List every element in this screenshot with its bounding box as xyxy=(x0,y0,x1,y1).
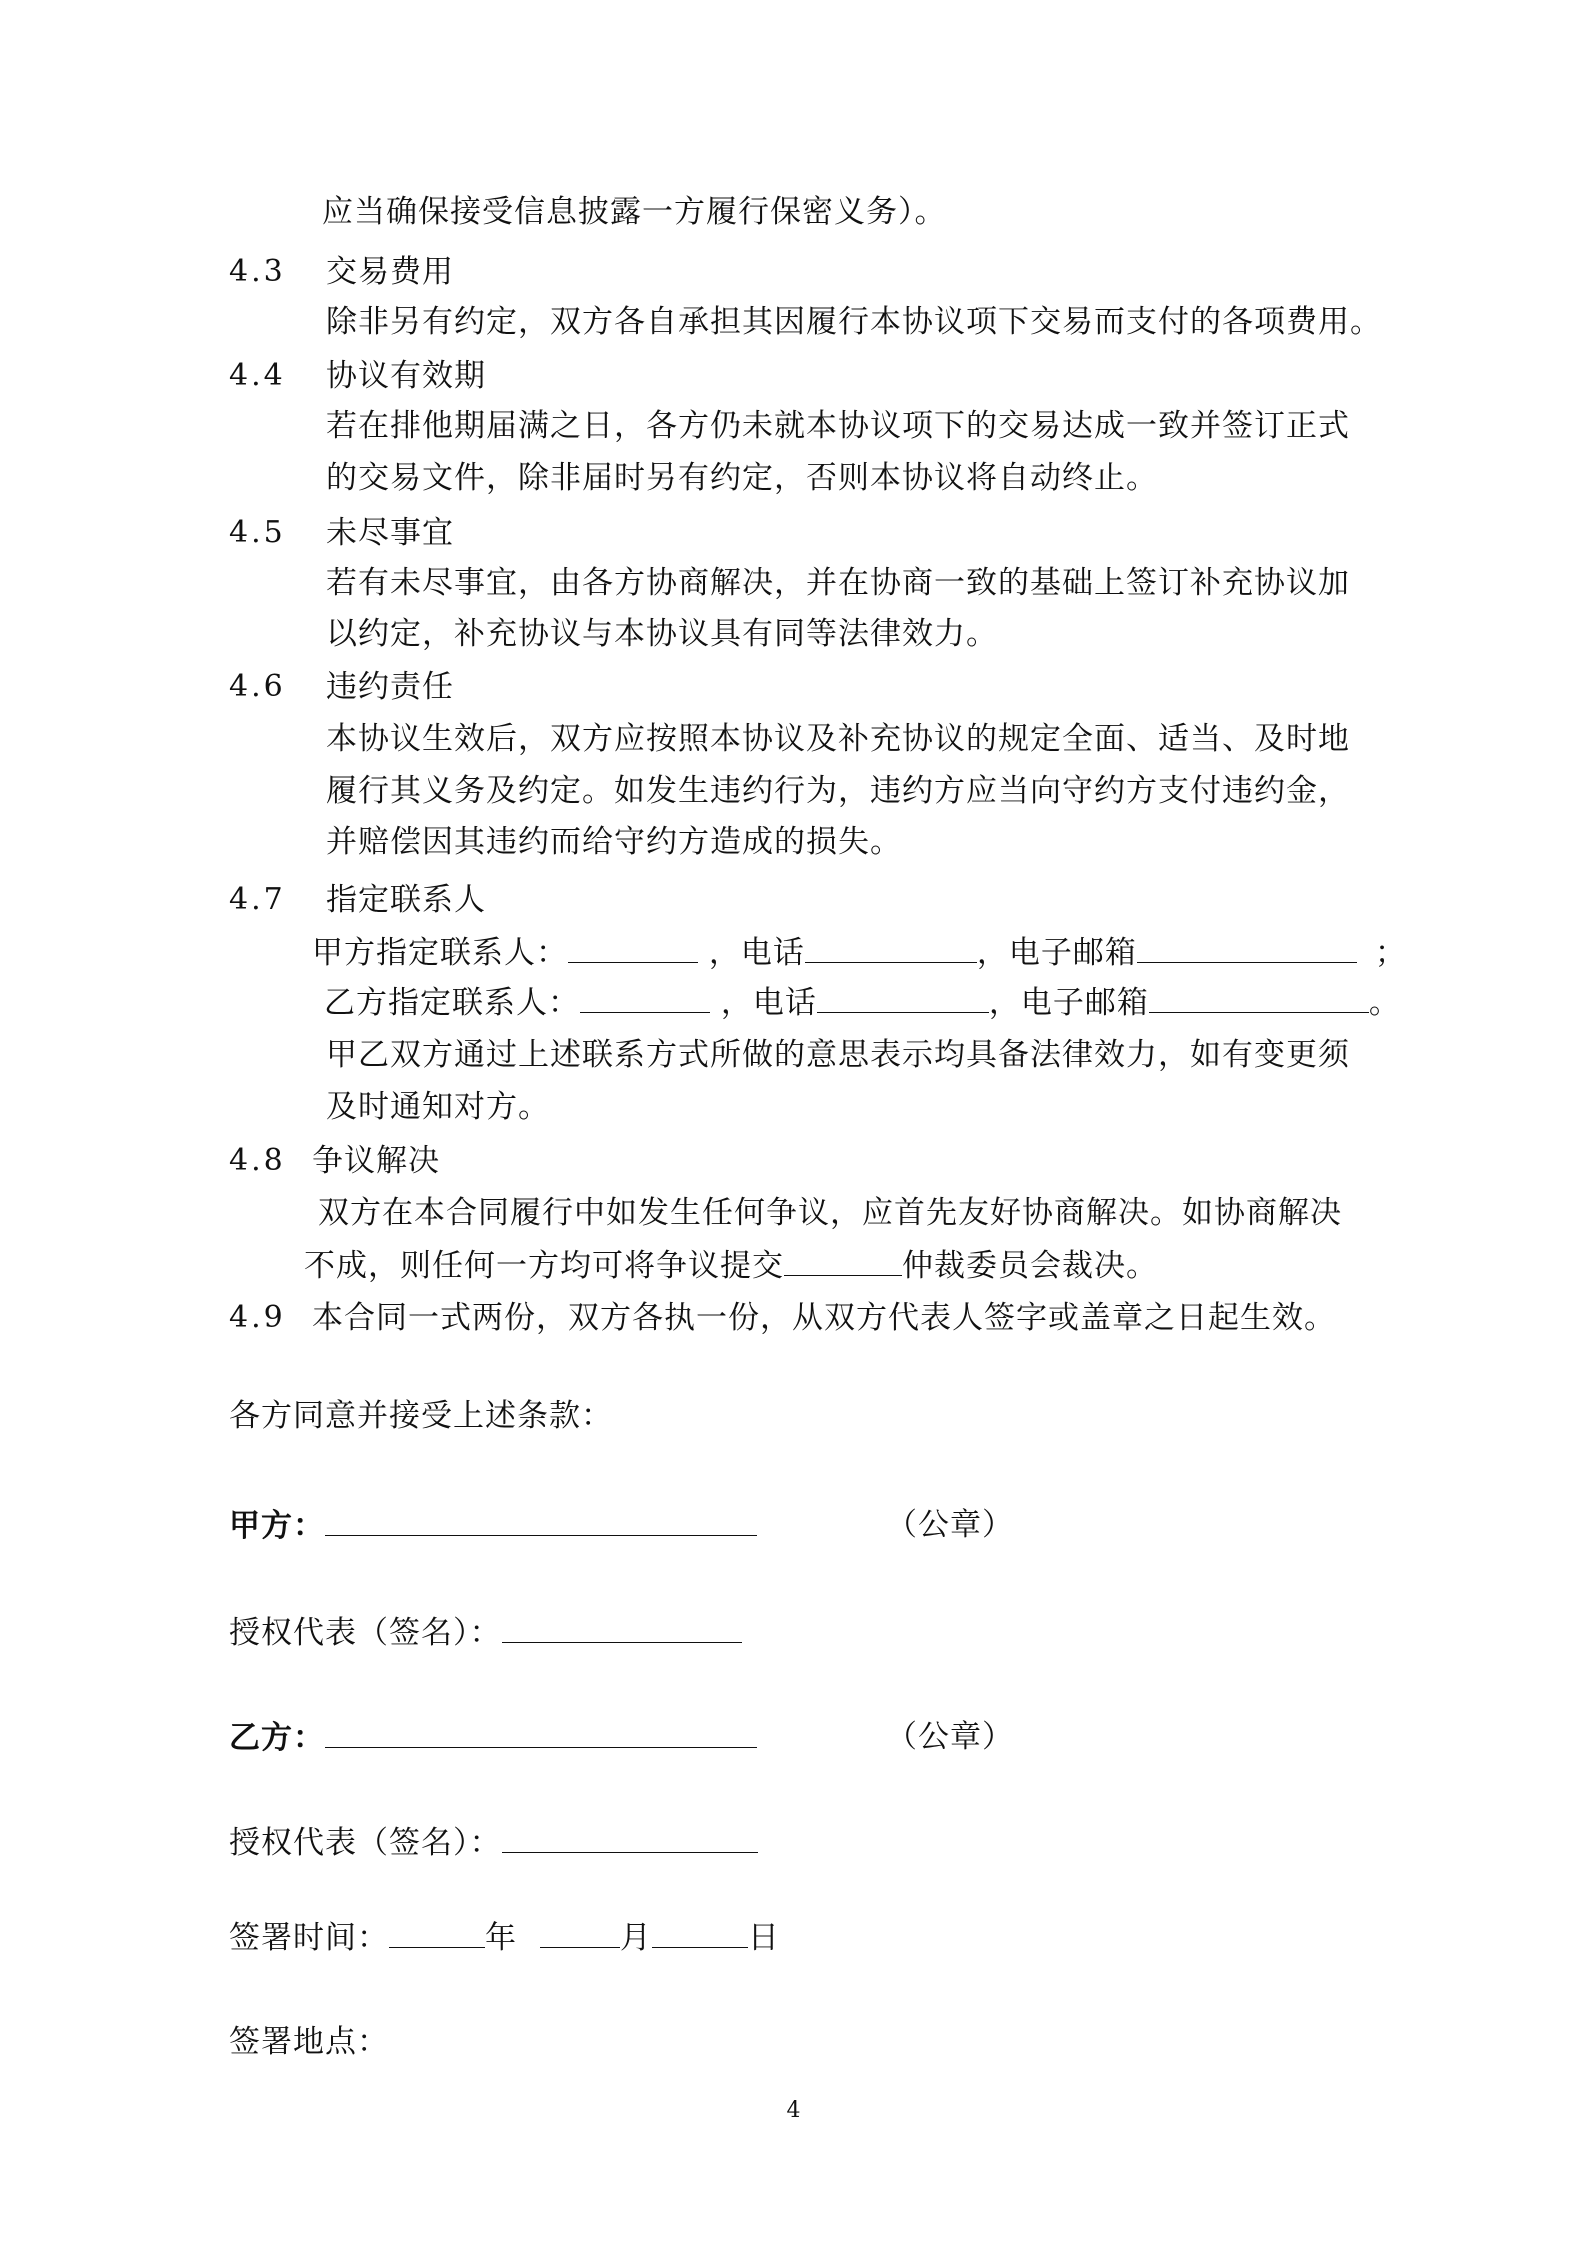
party-b-rep-label: 授权代表（签名）： xyxy=(229,1825,502,1861)
contact-phone-blank[interactable] xyxy=(817,982,989,1013)
section-text: 本协议生效后，双方应按照本协议及补充协议的规定全面、适当、及时地 xyxy=(326,721,1350,757)
contact-name-blank[interactable] xyxy=(580,982,710,1013)
section-text: 双方在本合同履行中如发生任何争议，应首先友好协商解决。如协商解决 xyxy=(318,1195,1342,1231)
party-a-rep-line xyxy=(229,1612,742,1653)
section-text: 并赔偿因其违约而给守约方造成的损失。 xyxy=(326,824,902,860)
party-a-rep-blank[interactable] xyxy=(502,1612,742,1643)
section-text: 甲乙双方通过上述联系方式所做的意思表示均具备法律效力，如有变更须 xyxy=(326,1037,1350,1073)
section-text: 除非另有约定，双方各自承担其因履行本协议项下交易而支付的各项费用。 xyxy=(326,304,1382,340)
contact-email-label: ，电子邮箱 xyxy=(976,935,1137,971)
arbitration-prefix: 不成，则任何一方均可将争议提交 xyxy=(304,1248,784,1284)
section-number: 4.4 xyxy=(229,358,286,393)
party-a-seal: （公章） xyxy=(886,1507,1014,1543)
party-b-rep-blank[interactable] xyxy=(502,1822,758,1853)
contact-phone-blank[interactable] xyxy=(805,932,977,963)
party-a-line xyxy=(229,1505,757,1546)
section-text: 若在排他期届满之日，各方仍未就本协议项下的交易达成一致并签订正式 xyxy=(326,408,1350,444)
contact-phone-label: ，电话 xyxy=(720,985,817,1021)
section-text: 及时通知对方。 xyxy=(326,1089,550,1125)
party-b-seal: （公章） xyxy=(886,1719,1014,1755)
contact-name-blank[interactable] xyxy=(568,932,698,963)
section-title: 交易费用 xyxy=(326,254,454,290)
party-b-line xyxy=(229,1717,757,1758)
section-text: 若有未尽事宜，由各方协商解决，并在协商一致的基础上签订补充协议加 xyxy=(326,565,1350,601)
contact-phone-label: ，电话 xyxy=(708,935,805,971)
party-b-rep-line xyxy=(229,1822,758,1863)
contact-email-blank[interactable] xyxy=(1137,932,1357,963)
section-text: 履行其义务及约定。如发生违约行为，违约方应当向守约方支付违约金， xyxy=(326,773,1350,809)
section-number: 4.7 xyxy=(229,882,286,917)
arbitration-line xyxy=(304,1245,1158,1286)
sign-time-label: 签署时间： xyxy=(229,1920,389,1956)
year-label: 年 xyxy=(485,1920,517,1956)
party-b-label: 乙方： xyxy=(229,1720,325,1756)
party-a-rep-label: 授权代表（签名）： xyxy=(229,1615,502,1651)
section-title: 指定联系人 xyxy=(326,882,486,918)
section-title: 违约责任 xyxy=(326,669,454,705)
section-number: 4.8 xyxy=(229,1143,286,1178)
agreement-statement: 各方同意并接受上述条款： xyxy=(229,1398,613,1434)
month-blank[interactable] xyxy=(540,1917,620,1948)
section-number: 4.9 xyxy=(229,1300,286,1335)
section-text: 本合同一式两份，双方各执一份，从双方代表人签字或盖章之日起生效。 xyxy=(312,1300,1336,1336)
sign-place: 签署地点： xyxy=(229,2024,389,2060)
section-title: 未尽事宜 xyxy=(326,515,454,551)
section-title: 协议有效期 xyxy=(326,358,486,394)
section-number: 4.3 xyxy=(229,254,286,289)
contact-end: ； xyxy=(1374,935,1407,971)
page-number: 4 xyxy=(786,2098,801,2123)
arbitration-blank[interactable] xyxy=(784,1245,902,1276)
party-a-blank[interactable] xyxy=(325,1505,757,1536)
party-b-blank[interactable] xyxy=(325,1717,757,1748)
contact-line-b xyxy=(324,982,1401,1023)
contact-line-a xyxy=(312,932,1407,973)
year-blank[interactable] xyxy=(389,1917,485,1948)
contact-label: 乙方指定联系人： xyxy=(324,985,580,1021)
arbitration-suffix: 仲裁委员会裁决。 xyxy=(902,1248,1158,1284)
contact-end: 。 xyxy=(1368,985,1401,1021)
section-text: 以约定，补充协议与本协议具有同等法律效力。 xyxy=(326,616,998,652)
contact-email-label: ，电子邮箱 xyxy=(988,985,1149,1021)
section-number: 4.5 xyxy=(229,515,286,550)
contact-label: 甲方指定联系人： xyxy=(312,935,568,971)
day-label: 日 xyxy=(747,1920,780,1956)
contact-email-blank[interactable] xyxy=(1149,982,1369,1013)
section-number: 4.6 xyxy=(229,669,286,704)
intro-line: 应当确保接受信息披露一方履行保密义务）。 xyxy=(322,194,947,230)
day-blank[interactable] xyxy=(652,1917,748,1948)
section-title: 争议解决 xyxy=(312,1143,440,1179)
month-label: 月 xyxy=(619,1920,652,1956)
sign-time-line xyxy=(229,1917,780,1958)
party-a-label: 甲方： xyxy=(229,1508,325,1544)
section-text: 的交易文件，除非届时另有约定，否则本协议将自动终止。 xyxy=(326,460,1158,496)
